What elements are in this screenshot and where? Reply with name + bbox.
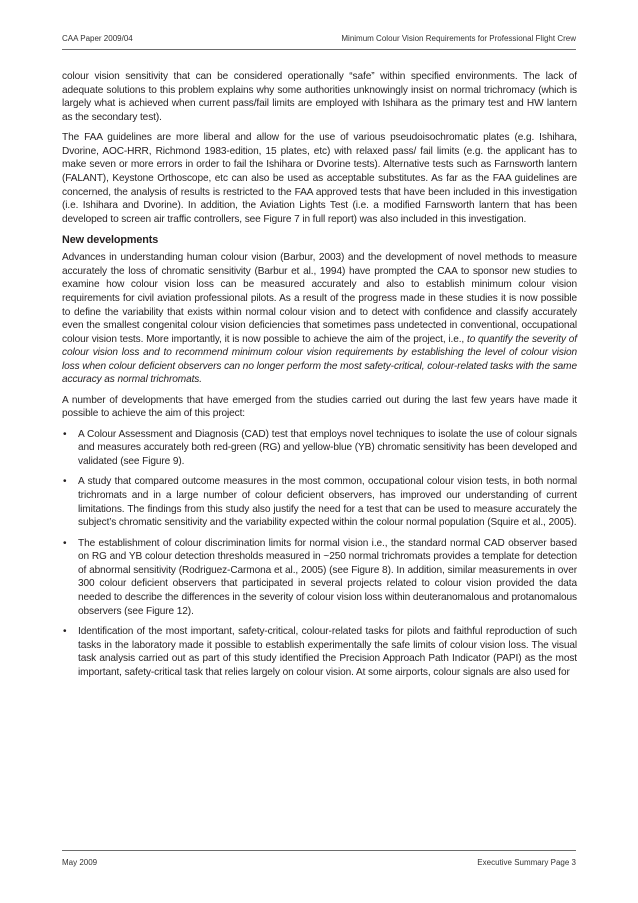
header-report-id: CAA Paper 2009/04: [62, 34, 133, 43]
header-rule: [62, 49, 576, 50]
section-heading: New developments: [62, 234, 159, 247]
bullet-icon: •: [63, 476, 67, 488]
developments-list: [62, 428, 577, 679]
bullet-icon: •: [63, 625, 67, 637]
list-item-text: A Colour Assessment and Diagnosis (CAD) test that employs novel techniques to isolate the use of colour signals and measures accurately both red-green (RG) and yellow-blue (YB) chromatic sensitivity has been developed and validated (see Figure 9).: [78, 428, 577, 468]
list-item: [62, 475, 577, 529]
list-item: [62, 625, 577, 679]
bullet-icon: •: [63, 428, 67, 440]
paragraph-faa-guidelines: The FAA guidelines are more liberal and allow for the use of various pseudoisochromatic plates (e.g. Ishihara, Dvorine, AOC-HRR, Richmond 1983-edition, 15 plates, etc) with relaxed pass/ fail limits (e.g. the applicant has to make seven or more errors in order to fail the Ishihara or Dvorine tests). Alternative tests such as Farnsworth lantern (FALANT), Keystone Orthoscope, etc can also be used as acceptable substitutes. As far as the FAA guidelines are concerned, the analysis of results is restricted to the FAA approved tests that have been included in this investigation (i.e. Ishihara and Dvorine). In addition, the Aviation Lights Test (i.e. a modified Farnsworth lantern that has been developed to screen air traffic controllers, see Figure 7 in full report) was also included in this investigation.: [62, 132, 577, 225]
paragraph-advances: [62, 251, 577, 387]
paragraph-advances-text: Advances in understanding human colour vision (Barbur, 2003) and the development of novel methods to measure accurately the loss of chromatic sensitivity (Barbur et al., 1994) have prompted the CAA to sponsor new studies to examine how colour vision loss can be measured accurately and also to establish minimum colour vision requirements for civil aviation professional pilots. As a result of the progress made in these studies it is now possible to define the variability that exists within normal colour vision and to detect with confidence and classify accurately even the smallest congenital colour vision deficiencies that sometimes pass undetected in conventional, occupational colour vision tests. More importantly, it is now possible to achieve the aim of the project, i.e.,: [62, 252, 577, 345]
footer-date: May 2009: [62, 858, 98, 867]
list-item: [62, 537, 577, 619]
paragraph-colour-vision-safety: colour vision sensitivity that can be considered operationally “safe” within specified environments. The lack of adequate solutions to this problem explains why some authorities unknowingly insist on normal trichromacy (which is largely what is achieved when current pass/fail limits are employed with Ishihara as the primary test and HW lantern as the secondary test).: [62, 71, 577, 123]
header-report-title: Minimum Colour Vision Requirements for Professional Flight Crew: [341, 34, 576, 43]
list-item-text: Identification of the most important, safety-critical, colour-related tasks for pilots and faithful reproduction of such tasks in the laboratory made it possible to establish experimentally the safe limits of colour vision loss. The visual task analysis carried out as part of this study identified the Precision Approach Path Indicator (PAPI) as the most important, safety-critical task that relies largely on colour vision. At some airports, colour signals are also used for: [78, 625, 577, 678]
paragraph-developments-intro: A number of developments that have emerged from the studies carried out during the last few years have made it possible to achieve the aim of this project:: [62, 394, 577, 420]
bullet-icon: •: [63, 537, 67, 549]
list-item-text: A study that compared outcome measures in the most common, occupational colour vision tests, in both normal trichromats and in a large number of colour deficient observers, has improved our understanding of current limitations. The findings from this study also justify the need for a test that can be used to measure accurately the subject’s chromatic sensitivity and the variability expected within the colour normal population (Squire et al., 2005).: [78, 476, 577, 529]
footer-rule: [62, 850, 576, 851]
list-item-text: The establishment of colour discrimination limits for normal vision i.e., the standard normal CAD observer based on RG and YB colour detection thresholds measured in ~250 normal trichromats provides a template for detection of abnormal sensitivity (Rodriguez-Carmona et al., 2005) (see Figure 8). In addition, similar measurements in over 300 colour deficient observers that participated in several projects related to colour vision provided the data needed to describe the differences in the severity of colour vision loss within deuteranomalous and protanomalous observers (see Figure 12).: [78, 537, 577, 617]
footer-page-number: Executive Summary Page 3: [477, 858, 576, 867]
paragraph-advances-emphasis: to quantify the severity of colour vision loss and to recommend minimum colour vision requirements by establishing the level of colour vision loss when colour deficient observers can no longer perform the most safety-critical, colour-related tasks with the same accuracy as normal trichromats.: [62, 333, 578, 386]
list-item: [62, 428, 577, 469]
page-body: [62, 70, 577, 686]
